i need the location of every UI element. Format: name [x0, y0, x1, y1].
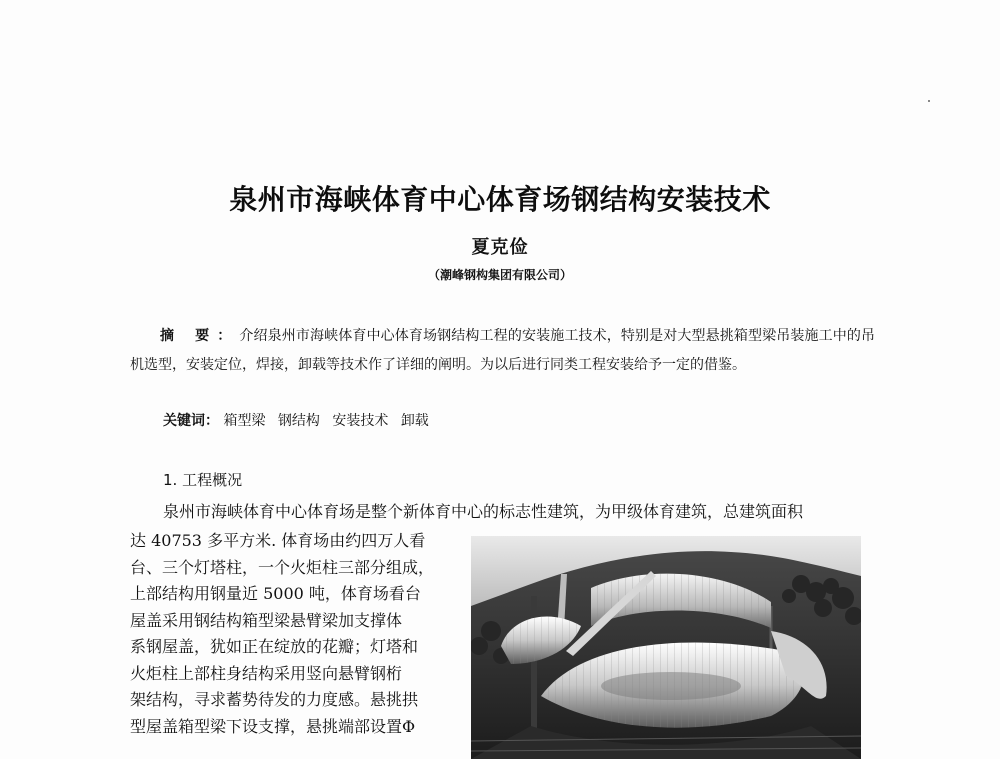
body-paragraph-column	[130, 528, 442, 740]
scan-speck	[928, 100, 930, 102]
keyword: 箱型梁	[223, 413, 266, 429]
body-line: 型屋盖箱型梁下设支撑，悬挑端部设置Φ	[130, 716, 416, 736]
keyword: 安装技术	[332, 413, 389, 429]
author-affiliation: （潮峰钢构集团有限公司）	[427, 268, 572, 282]
abstract-text: 介绍泉州市海峡体育中心体育场钢结构工程的安装施工技术，特别是对大型悬挑箱型梁吊装施工中的吊机选型，安装定位，焊接，卸载等技术作了详细的阐明。为以后进行同类工程安装给予一定的借鉴。	[130, 328, 876, 373]
body-line: 台、三个灯塔柱，一个火炬柱三部分组成，	[130, 557, 435, 577]
body-paragraph-first-line: 泉州市海峡体育中心体育场是整个新体育中心的标志性建筑，为甲级体育建筑，总建筑面积	[163, 502, 804, 521]
body-line: 达 40753 多平方米. 体育场由约四万人看	[130, 531, 426, 550]
paper-title: 泉州市海峡体育中心体育场钢结构安装技术	[229, 183, 771, 216]
body-line: 架结构，寻求蓄势待发的力度感。悬挑拱	[130, 690, 419, 709]
stadium-photo	[471, 536, 861, 759]
body-line: 屋盖采用钢结构箱型梁悬臂梁加支撑体	[130, 610, 403, 630]
keyword: 卸载	[400, 413, 429, 429]
body-line: 上部结构用钢量近 5000 吨，体育场看台	[130, 584, 421, 603]
body-line: 火炬柱上部柱身结构采用竖向悬臂钢桁	[130, 663, 403, 683]
abstract	[130, 322, 875, 380]
author-name: 夏克俭	[471, 237, 529, 258]
body-line: 系钢屋盖，犹如正在绽放的花瓣；灯塔和	[130, 637, 419, 656]
section-heading: 1. 工程概况	[163, 471, 243, 489]
abstract-label: 摘 要：	[160, 328, 240, 344]
keyword: 钢结构	[277, 413, 320, 429]
keywords-label: 关键词：	[163, 413, 219, 429]
keywords	[163, 410, 863, 430]
